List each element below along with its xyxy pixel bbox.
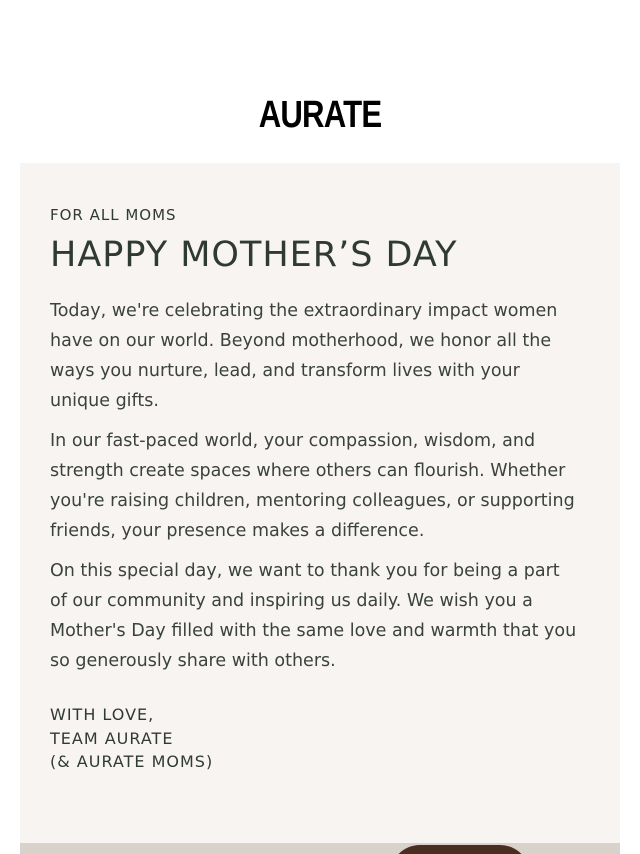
paragraph-3: On this special day, we want to thank you for being a part of our community and inspiring us daily. We wish you a Mother's Day filled with the same love and warmth that you so generously share with others.: [50, 561, 577, 671]
eyebrow-text: FOR ALL MOMS: [50, 206, 177, 224]
message-card: [20, 163, 620, 843]
hero-photo[interactable]: [20, 843, 620, 854]
signoff: [50, 703, 213, 774]
paragraph-2: In our fast-paced world, your compassion, wisdom, and strength create spaces where others can flourish. Whether you're raising children, mentoring colleagues, or supporting friends, your presence makes a difference.: [50, 431, 575, 541]
signoff-line-2: TEAM AURATE: [50, 728, 174, 748]
signoff-line-3: (& AURATE MOMS): [50, 752, 214, 771]
email-header: [0, 0, 640, 163]
signoff-line-1: WITH LOVE,: [50, 705, 155, 724]
paragraph-1: Today, we're celebrating the extraordinary impact women have on our world. Beyond motherhood, we honor all the ways you nurture, lead, and transform lives with your unique gifts.: [50, 301, 558, 411]
headline: HAPPY MOTHER’S DAY: [50, 235, 458, 275]
photo-subject: [390, 845, 530, 854]
body-copy: [50, 296, 580, 686]
aurate-logo[interactable]: AURATE: [258, 94, 382, 136]
